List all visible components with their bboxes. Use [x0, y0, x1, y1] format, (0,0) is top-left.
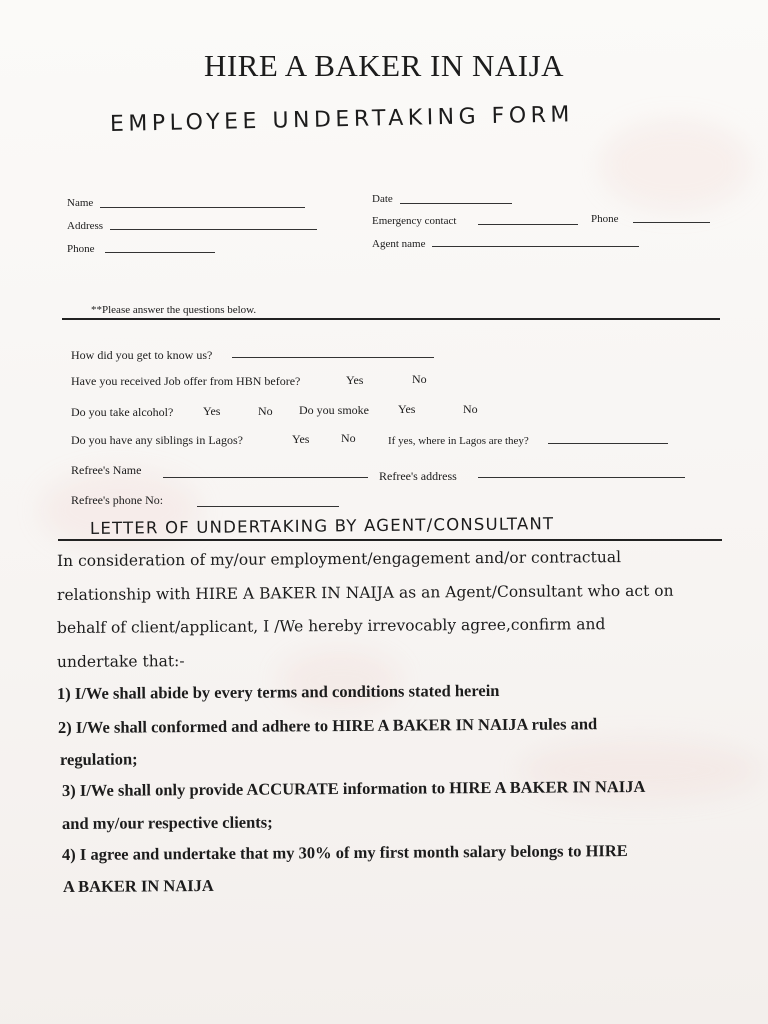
emergency-contact-field[interactable]: [478, 224, 578, 225]
letter-line: behalf of client/applicant, I /We hereby irrevocably agree,confirm and: [56, 615, 606, 637]
letter-line: A BAKER IN NAIJA: [62, 875, 214, 896]
smoke-yes[interactable]: Yes: [398, 402, 416, 416]
letter-line: 4) I agree and undertake that my 30% of my first month salary belongs to HIRE: [61, 841, 628, 864]
alcohol-yes[interactable]: Yes: [203, 404, 221, 418]
alcohol-no[interactable]: No: [258, 404, 273, 418]
emergency-contact-label: Emergency contact: [372, 215, 457, 227]
job-offer-yes[interactable]: Yes: [346, 373, 364, 387]
phone-label: Phone: [67, 243, 95, 255]
question-how-know: How did you get to know us?: [71, 348, 213, 362]
letter-line: regulation;: [59, 749, 138, 769]
letter-line: relationship with HIRE A BAKER IN NAIJA as an Agent/Consultant who act on: [56, 581, 674, 604]
form-title: HIRE A BAKER IN NAIJA: [203, 48, 565, 83]
agent-name-label: Agent name: [372, 238, 426, 250]
question-siblings: Do you have any siblings in Lagos?: [71, 433, 243, 447]
siblings-yes[interactable]: Yes: [292, 432, 310, 446]
divider: [62, 318, 720, 320]
question-smoke: Do you smoke: [299, 403, 369, 417]
agent-name-field[interactable]: [432, 246, 639, 247]
referee-address-label: Refree's address: [379, 469, 457, 483]
question-siblings-where: If yes, where in Lagos are they?: [388, 435, 529, 447]
paper-stain: [600, 120, 750, 210]
emergency-phone-label: Phone: [591, 213, 619, 225]
referee-name-field[interactable]: [163, 477, 368, 478]
form-subtitle: EMPLOYEE UNDERTAKING FORM: [109, 102, 575, 137]
letter-line: 3) I/We shall only provide ACCURATE information to HIRE A BAKER IN NAIJA: [61, 776, 646, 800]
address-label: Address: [67, 220, 104, 232]
question-alcohol: Do you take alcohol?: [71, 405, 174, 419]
instruction-text: **Please answer the questions below.: [91, 304, 257, 316]
address-field[interactable]: [110, 229, 317, 230]
question-job-offer: Have you received Job offer from HBN before?: [71, 374, 301, 388]
how-know-field[interactable]: [232, 357, 434, 358]
referee-phone-label: Refree's phone No:: [71, 493, 164, 507]
letter-title: LETTER OF UNDERTAKING BY AGENT/CONSULTANT: [89, 514, 555, 538]
siblings-where-field[interactable]: [548, 443, 668, 444]
phone-field[interactable]: [105, 252, 215, 253]
smoke-no[interactable]: No: [463, 402, 478, 416]
name-field[interactable]: [100, 207, 305, 208]
letter-title-rule: [58, 539, 722, 541]
date-field[interactable]: [400, 203, 512, 204]
referee-address-field[interactable]: [478, 477, 685, 478]
job-offer-no[interactable]: No: [412, 372, 427, 386]
emergency-phone-field[interactable]: [633, 222, 710, 223]
letter-line: In consideration of my/our employment/engagement and/or contractual: [56, 548, 622, 570]
paper-stain: [40, 470, 200, 550]
letter-line: 1) I/We shall abide by every terms and conditions stated herein: [56, 680, 500, 703]
letter-line: undertake that:-: [56, 652, 185, 671]
referee-name-label: Refree's Name: [71, 463, 142, 477]
letter-line: and my/our respective clients;: [61, 812, 273, 833]
siblings-no[interactable]: No: [341, 431, 356, 445]
date-label: Date: [372, 193, 393, 205]
letter-line: 2) I/We shall conformed and adhere to HIRE A BAKER IN NAIJA rules and: [57, 714, 598, 737]
name-label: Name: [67, 197, 94, 209]
referee-phone-field[interactable]: [197, 506, 339, 507]
